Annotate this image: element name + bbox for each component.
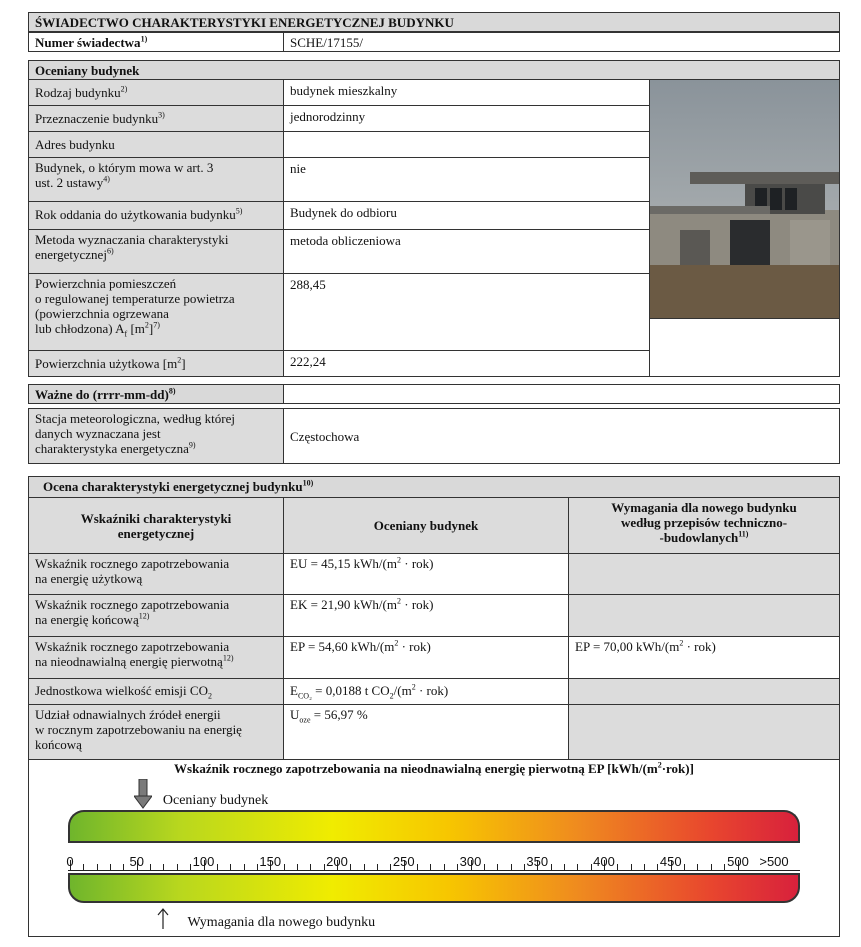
scale-tick-label: 250 [392, 854, 415, 869]
scale-tick [163, 864, 164, 871]
certificate-title: ŚWIADECTWO CHARAKTERYSTYKI ENERGETYCZNEJ BUDYNKU [28, 12, 840, 32]
scale-tick [190, 864, 191, 871]
evaluated-label: Oceniany budynek [162, 793, 269, 808]
building-row-value: metoda obliczeniowa [283, 229, 650, 274]
scale-tick [524, 864, 525, 871]
indicator-co2-value: $E_{CO_2} = 0,0188$ t $CO_2/(m^2 \cdot rok)$ [283, 678, 569, 705]
building-row-label: Powierzchnia użytkowa $[m^2]$ [28, 350, 284, 377]
building-row-value: budynek mieszkalny [283, 79, 650, 106]
scale-tick [217, 864, 218, 871]
scale-tick [350, 864, 351, 871]
indicator-ep-value: EP = 54,60 kWh/$(m^2 \cdot rok)$ [283, 636, 569, 679]
building-row-value: 222,24 [283, 350, 650, 377]
scale-tick [244, 864, 245, 871]
scale-tick-label: 400 [593, 854, 615, 869]
scale-tick [577, 864, 578, 871]
scale-tick-label: 300 [459, 854, 482, 869]
requirement-label: Wymagania dla nowego budynku [187, 915, 376, 930]
indicator-oze-value: $U_{oze} = 56,97$ % [283, 704, 569, 760]
scale-tick [564, 864, 565, 871]
building-row-label: Adres budynku [28, 131, 284, 158]
scale-tick-label: 450 [659, 854, 682, 869]
assessment-col-indicators: Wskaźniki charakterystyki energetycznej [28, 497, 284, 554]
ep-scale-bar-top [68, 810, 800, 842]
building-row-value: 288,45 [283, 273, 650, 351]
requirement-arrow-icon [157, 907, 169, 929]
scale-tick-label: 0 [66, 854, 74, 869]
indicator-ek-value: EK = 21,90 kWh/$(m^2 \cdot rok)$ [283, 594, 569, 637]
indicator-eu-value: EU = 45,15 kWh/$(m^2 \cdot rok)$ [283, 553, 569, 595]
indicator-eu-requirement [568, 553, 840, 595]
indicator-co2-requirement [568, 678, 840, 705]
scale-tick-label: 150 [259, 854, 282, 869]
scale-tick [551, 864, 552, 871]
indicator-ek-requirement [568, 594, 840, 637]
scale-tick [711, 864, 712, 871]
scale-tick [230, 864, 231, 871]
scale-tick [390, 864, 391, 871]
scale-tick [684, 864, 685, 871]
certificate-number-value: SCHE/17155/ [283, 32, 840, 52]
scale-tick [644, 864, 645, 871]
indicator-eu-label: Wskaźnik rocznego zapotrzebowania na energię użytkową [28, 553, 284, 595]
building-row-value [283, 131, 650, 158]
building-section-header: Oceniany budynek [28, 60, 840, 80]
assessment-col-requirements: Wymagania dla nowego budynku według przepisów techniczno- -budowlanych$^{11)}$ [568, 497, 840, 554]
scale-tick [417, 864, 418, 871]
building-photo [649, 79, 840, 319]
scale-tick [177, 864, 178, 871]
scale-tick [324, 864, 325, 871]
scale-tick [591, 864, 592, 871]
scale-tick [444, 864, 445, 871]
scale-tick [697, 864, 698, 871]
building-row-label: Rok oddania do użytkowania budynku$^{5)}$ [28, 201, 284, 230]
scale-tick [150, 864, 151, 871]
scale-tick [631, 864, 632, 871]
building-row-label: Powierzchnia pomieszczeń o regulowanej temperaturze powietrza (powierzchnia ogrzewana lub chłodzona) $A_f$ $[m^2]^{7)}$ [28, 273, 284, 351]
scale-tick-label: 50 [129, 854, 144, 869]
certificate-number-label: Numer świadectwa$^{1)}$ [28, 32, 284, 52]
evaluated-arrow-icon [134, 779, 152, 809]
building-photo-icon [650, 80, 840, 319]
ep-scale-title: Wskaźnik rocznego zapotrzebowania na nieodnawialną energię pierwotną EP $[kWh/(m^2\cdot rok)]$ [174, 760, 694, 776]
photo-frame-lower [649, 318, 840, 377]
scale-tick [511, 864, 512, 871]
building-row-label: Budynek, o którym mowa w art. 3 ust. 2 ustawy$^{4)}$ [28, 157, 284, 202]
scale-tick [497, 864, 498, 871]
scale-tick [457, 864, 458, 871]
ep-scale-bar-bottom [68, 873, 800, 903]
scale-tick [430, 864, 431, 871]
scale-tick [83, 864, 84, 871]
scale-tick-label: 350 [526, 854, 549, 869]
assessment-section-header: Ocena charakterystyki energetycznej budynku$^{10)}$ [28, 476, 840, 498]
scale-tick-label: >500 [759, 854, 789, 869]
scale-tick-label: 200 [326, 854, 348, 869]
scale-tick [257, 864, 258, 871]
scale-tick [97, 864, 98, 871]
valid-until-label: Ważne do (rrrr-mm-dd)$^{8)}$ [28, 384, 284, 404]
scale-tick [484, 864, 485, 871]
valid-until-value [283, 384, 840, 404]
building-row-value: Budynek do odbioru [283, 201, 650, 230]
assessment-col-evaluated: Oceniany budynek [283, 497, 569, 554]
indicator-ek-label: Wskaźnik rocznego zapotrzebowania na energię końcową$^{12)}$ [28, 594, 284, 637]
station-value: Częstochowa [283, 408, 840, 464]
scale-tick [617, 864, 618, 871]
scale-tick [110, 864, 111, 871]
indicator-ep-requirement: EP = 70,00 kWh/$(m^2 \cdot rok)$ [568, 636, 840, 679]
scale-tick [364, 864, 365, 871]
scale-tick [377, 864, 378, 871]
building-row-value: nie [283, 157, 650, 202]
indicator-co2-label: Jednostkowa wielkość emisji $CO_2$ [28, 678, 284, 705]
scale-tick-label: 100 [192, 854, 215, 869]
scale-tick [310, 864, 311, 871]
scale-tick [297, 864, 298, 871]
indicator-oze-label: Udział odnawialnych źródeł energii w rocznym zapotrzebowaniu na energię końcową [28, 704, 284, 760]
building-row-value: jednorodzinny [283, 105, 650, 132]
scale-tick [123, 864, 124, 871]
scale-tick [724, 864, 725, 871]
ep-scale-axis [68, 870, 800, 871]
building-row-label: Metoda wyznaczania charakterystyki energetycznej$^{6)}$ [28, 229, 284, 274]
indicator-oze-requirement [568, 704, 840, 760]
scale-tick [657, 864, 658, 871]
station-label: Stacja meteorologiczna, według której danych wyznaczana jest charakterystyka energetyczna$^{9)}$ [28, 408, 284, 464]
indicator-ep-label: Wskaźnik rocznego zapotrzebowania na nieodnawialną energię pierwotną$^{12)}$ [28, 636, 284, 679]
scale-tick-label: 500 [727, 854, 749, 869]
scale-tick [284, 864, 285, 871]
building-row-label: Rodzaj budynku$^{2)}$ [28, 79, 284, 106]
building-row-label: Przeznaczenie budynku$^{3)}$ [28, 105, 284, 132]
